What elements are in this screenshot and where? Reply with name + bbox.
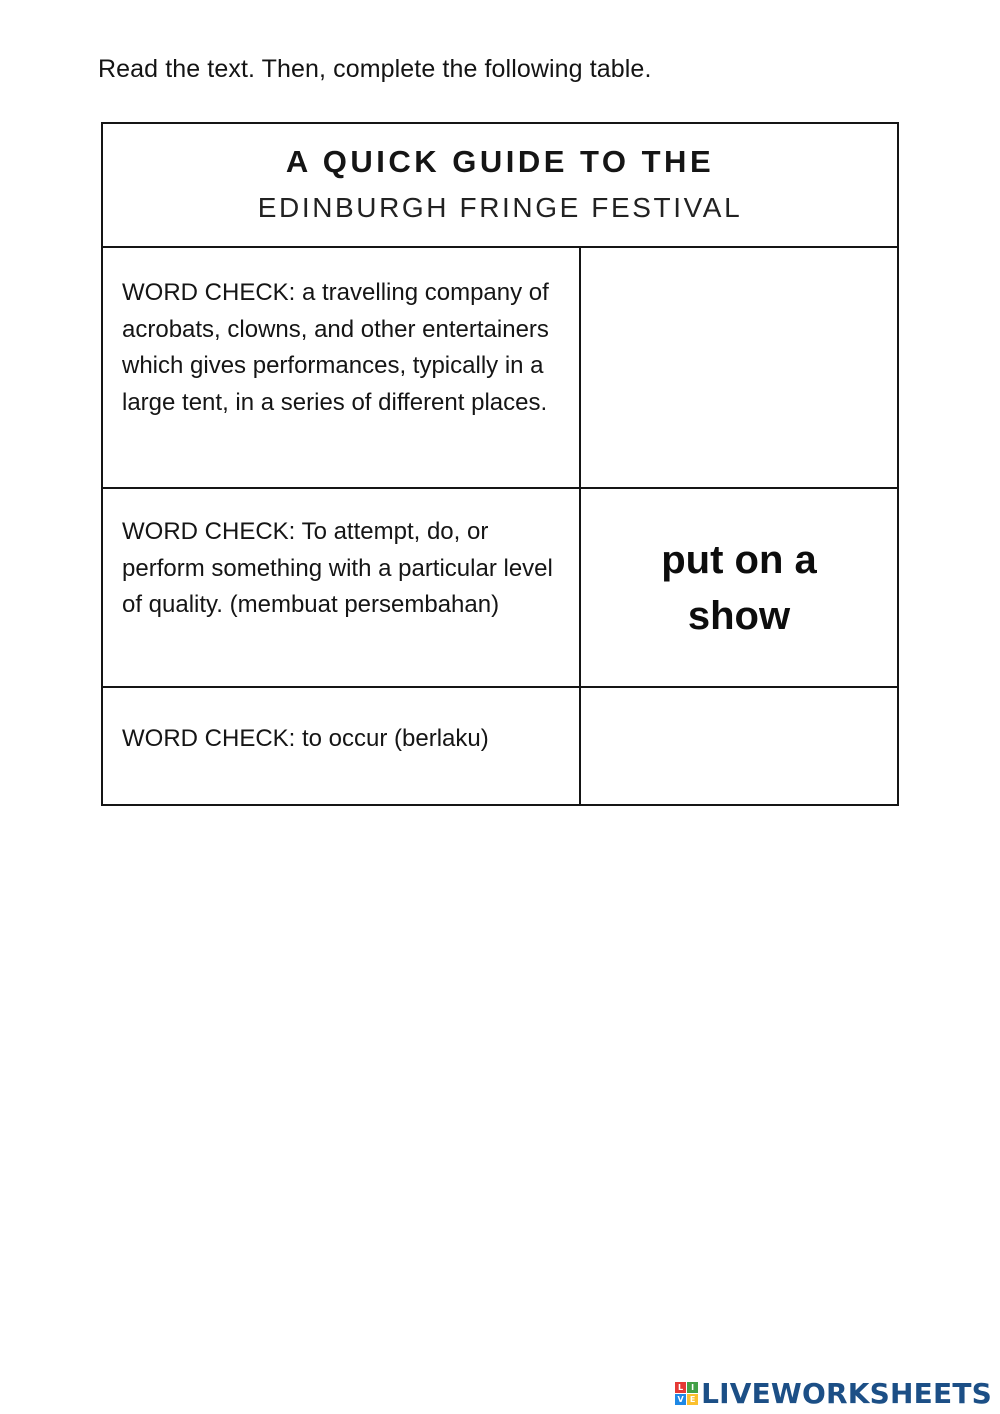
definition-cell: WORD CHECK: to occur (berlaku): [122, 725, 489, 752]
guide-table: [101, 122, 899, 806]
table-header: [103, 124, 897, 248]
logo-letter-v: V: [675, 1394, 686, 1405]
guide-title: A QUICK GUIDE TO THE: [285, 144, 715, 179]
logo-letter-i: I: [687, 1382, 698, 1393]
guide-subtitle: EDINBURGH FRINGE FESTIVAL: [257, 192, 743, 223]
definition-cell: WORD CHECK: a travelling company of acrobats, clowns, and other entertainers which gives performances, typically in a large tent, in a series of different places.: [122, 279, 549, 416]
definition-cell: WORD CHECK: To attempt, do, or perform something with a particular level of quality. (membuat persembahan): [122, 518, 553, 618]
logo-letter-e: E: [687, 1394, 698, 1405]
answer-cell[interactable]: [581, 248, 897, 487]
table-row: [103, 248, 897, 489]
answer-cell[interactable]: put on a show: [661, 537, 817, 638]
liveworksheets-logo-icon: [675, 1382, 698, 1405]
table-row: [103, 688, 897, 806]
logo-letter-l: L: [675, 1382, 686, 1393]
instruction-text: Read the text. Then, complete the following table.: [98, 55, 652, 83]
liveworksheets-branding: [675, 1378, 992, 1408]
answer-cell[interactable]: [581, 688, 897, 806]
brand-name: LIVEWORKSHEETS: [701, 1376, 992, 1410]
table-row: [103, 489, 897, 688]
